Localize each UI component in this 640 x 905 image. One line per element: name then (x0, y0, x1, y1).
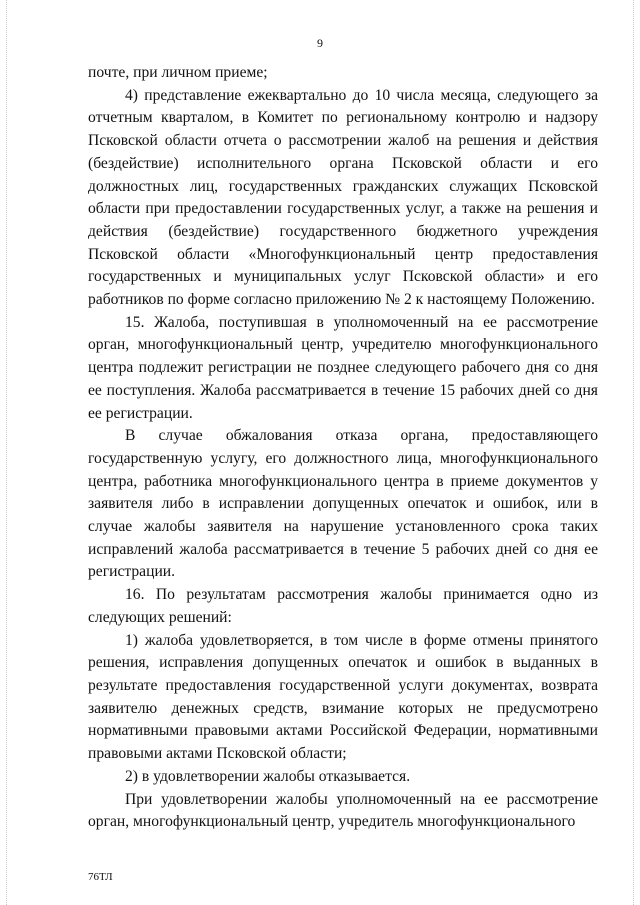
paragraph-satisfaction: При удовлетворении жалобы уполномоченный на ее рассмотрение орган, многофункциональный центр, учредитель многофункционального (88, 790, 598, 831)
paragraph-decision-2: 2) в удовлетворении жалобы отказывается. (125, 767, 411, 785)
paragraph-15: 15. Жалоба, поступившая в уполномоченный на ее рассмотрение орган, многофункциональный центр, учредителю многофункционального центра подлежит регистрации не позднее следующего рабочего дня со дня ее поступления. Жалоба рассматривается в течение 15 рабочих дней со дня ее регистрации. (88, 313, 598, 422)
paragraph-decision-1: 1) жалоба удовлетворяется, в том числе в форме отмены принятого решения, исправления допущенных опечаток и ошибок в выданных в результате предоставления государственной услуги документах, возврата заявителю денежных средств, взимание которых не предусмотрено нормативными правовыми актами Российской Федерации, нормативными правовыми актами Псковской области; (88, 631, 598, 763)
paragraph-refusal-case: В случае обжалования отказа органа, предоставляющего государственную услугу, его должностного лица, многофункционального центра, работника многофункционального центра в приеме документов у заявителя либо в исправлении допущенных опечаток и ошибок, или в случае жалобы заявителя на нарушение установленного срока таких исправлений жалоба рассматривается в течение 5 рабочих дней со дня ее регистрации. (88, 427, 598, 581)
scan-right-edge (633, 0, 634, 905)
footer-code: 76ТЛ (88, 871, 113, 883)
scan-left-edge (6, 0, 7, 905)
paragraph-16: 16. По результатам рассмотрения жалобы принимается одно из следующих решений: (88, 586, 598, 626)
page-number: 9 (317, 36, 323, 50)
paragraph-continuation: почте, при личном приеме; (88, 64, 268, 81)
document-body (88, 62, 598, 834)
paragraph-item-4: 4) представление ежеквартально до 10 числа месяца, следующего за отчетным кварталом, в Комитет по региональному контролю и надзору Псковской области отчета о рассмотрении жалоб на решения и действия (бездействие) исполнительного органа Псковской области и его должностных лиц, государственных гражданских служащих Псковской области при предоставлении государственных услуг, а также на решения и действия (бездействие) государственного бюджетного учреждения Псковской области «Многофункциональный центр предоставления государственных и муниципальных услуг Псковской области» и его работников по форме согласно приложению № 2 к настоящему Положению. (88, 86, 598, 309)
